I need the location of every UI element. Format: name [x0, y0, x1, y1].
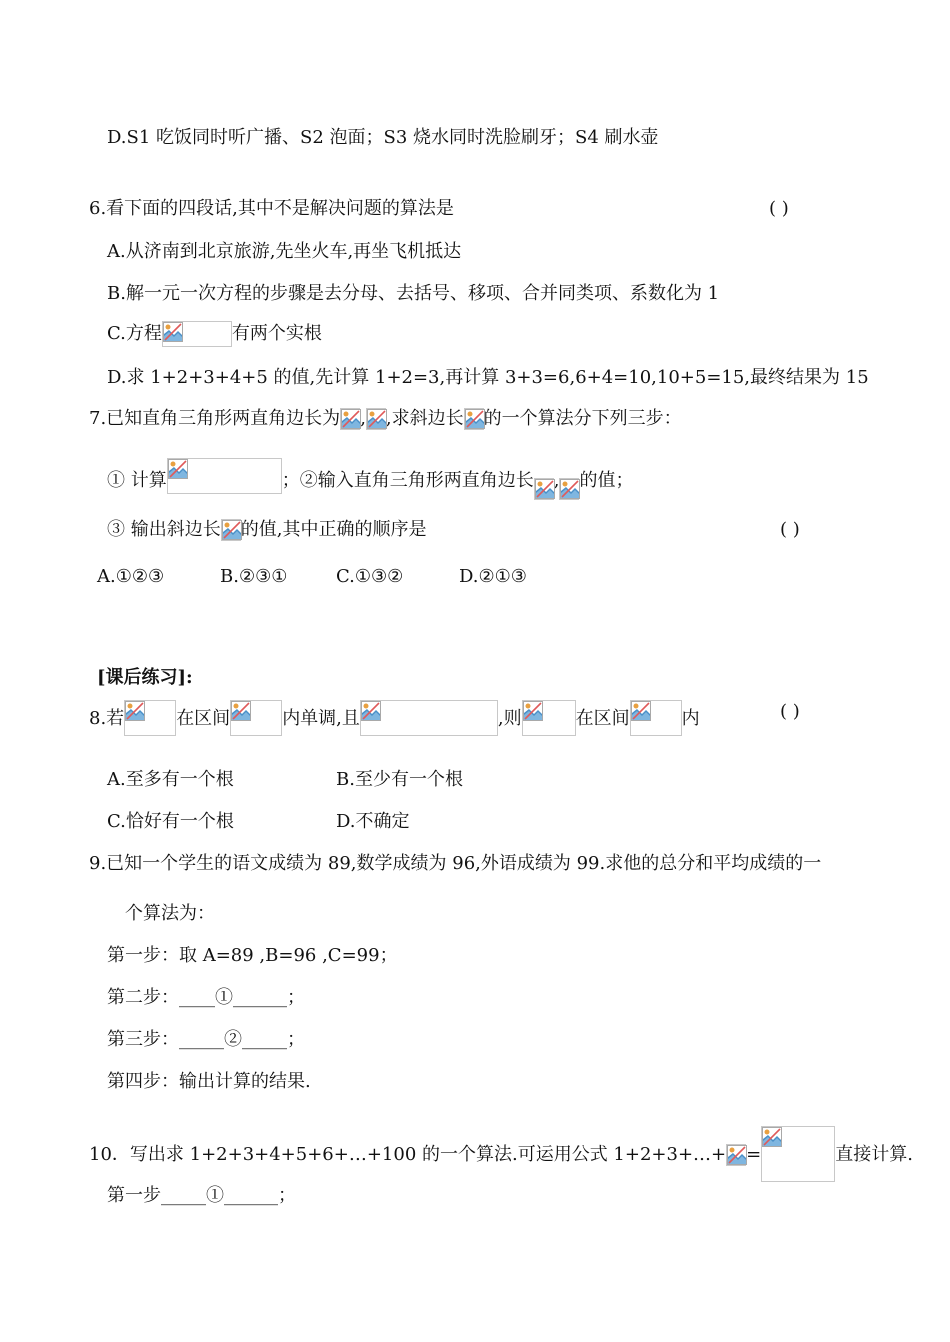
formula-image-interval2 [630, 700, 682, 736]
q7-option-c: C.①③② [336, 566, 404, 587]
q10-stem-suffix: 直接计算. [835, 1144, 913, 1165]
formula-image-c2 [221, 519, 241, 541]
q5-option-d: D.S1 吃饭同时听广播、S2 泡面；S3 烧水同时洗脸刷牙；S4 刷水壶 [107, 127, 659, 148]
formula-image-b [366, 408, 386, 430]
formula-image-interval [230, 700, 282, 736]
q7-stem [89, 407, 682, 431]
q7-option-a: A.①②③ [97, 566, 165, 587]
formula-image-a2 [534, 478, 554, 500]
q6-answer-paren: ( ) [769, 198, 789, 219]
section-title: [课后练习]: [97, 667, 193, 688]
q9-stem: 9.已知一个学生的语文成绩为 89,数学成绩为 96,外语成绩为 99.求他的总分和平均成绩的一 [89, 853, 822, 874]
q7-stem-comma: , [360, 408, 366, 429]
formula-image-c [464, 408, 484, 430]
q7-stem-prefix: 7.已知直角三角形两直角边长为 [89, 408, 341, 429]
formula-image-hypotenuse [167, 458, 282, 494]
q9-step2: 第二步：____①______； [107, 987, 305, 1008]
q9-step4: 第四步：输出计算的结果. [107, 1071, 311, 1092]
q8-option-b: B.至少有一个根 [336, 769, 463, 790]
q9-step3: 第三步：_____②_____； [107, 1029, 305, 1050]
formula-image-a [340, 408, 360, 430]
q10-stem-prefix: 10．写出求 1+2+3+4+5+6+…+100 的一个算法.可运用公式 1+2+3+…+ [89, 1144, 727, 1165]
q10-step1: 第一步_____①______； [107, 1185, 296, 1206]
broken-image-icon [367, 409, 387, 429]
q6-option-c-suffix: 有两个实根 [231, 323, 322, 344]
q6-option-c-prefix: C.方程 [107, 323, 162, 344]
broken-image-icon [727, 1145, 747, 1165]
q6-option-a: A.从济南到北京旅游,先坐火车,再坐飞机抵达 [107, 241, 462, 262]
formula-image-f [124, 700, 176, 736]
q7-step1-suffix: ；②输入直角三角形两直角边长 [281, 470, 534, 491]
q8-option-d: D.不确定 [336, 811, 410, 832]
q8-text-1: 8.若 [89, 708, 125, 729]
broken-image-icon [231, 701, 251, 721]
broken-image-icon [163, 322, 183, 342]
q9-step1: 第一步：取 A=89 ,B=96 ,C=99； [107, 945, 398, 966]
q8-option-a: A.至多有一个根 [107, 769, 234, 790]
broken-image-icon [125, 701, 145, 721]
formula-image-sum [761, 1126, 835, 1182]
broken-image-icon [222, 520, 242, 540]
q7-step3-suffix: 的值,其中正确的顺序是 [240, 519, 427, 540]
broken-image-icon [168, 459, 188, 479]
q7-step1-end: 的值； [579, 470, 634, 491]
q7-stem-mid: ,求斜边长 [385, 408, 464, 429]
broken-image-icon [762, 1127, 782, 1147]
q6-option-d: D.求 1+2+3+4+5 的值,先计算 1+2=3,再计算 3+3=6,6+4=10,10+5=15,最终结果为 15 [107, 367, 869, 388]
q6-option-b: B.解一元一次方程的步骤是去分母、去括号、移项、合并同类项、系数化为 1 [107, 283, 720, 304]
q7-step3-prefix: ③ 输出斜边长 [107, 519, 221, 540]
broken-image-icon [535, 479, 555, 499]
broken-image-icon [361, 701, 381, 721]
q6-option-c [107, 321, 322, 347]
q7-stem-suffix: 的一个算法分下列三步： [483, 408, 682, 429]
formula-image [162, 321, 232, 347]
broken-image-icon [523, 701, 543, 721]
broken-image-icon [465, 409, 485, 429]
q7-step1 [107, 458, 633, 500]
q10-stem-equals: = [746, 1144, 762, 1165]
q8-answer-paren: ( ) [780, 701, 800, 722]
formula-image-f2 [522, 700, 576, 736]
broken-image-icon [631, 701, 651, 721]
q8-option-c: C.恰好有一个根 [107, 811, 234, 832]
formula-image-n [726, 1144, 746, 1166]
q7-step1-prefix: ① 计算 [107, 470, 167, 491]
q6-stem: 6.看下面的四段话,其中不是解决问题的算法是 [89, 198, 454, 219]
q8-text-6: 内 [681, 708, 700, 729]
q7-step1-comma: , [553, 470, 560, 491]
broken-image-icon [341, 409, 361, 429]
formula-image-b2 [559, 478, 579, 500]
q9-stem-continued: 个算法为： [125, 903, 215, 924]
formula-image-condition [360, 700, 498, 736]
q7-option-d: D.②①③ [459, 566, 527, 587]
q10-stem [89, 1126, 913, 1182]
q7-option-b: B.②③① [220, 566, 288, 587]
q8-text-4: ,则 [497, 708, 522, 729]
q7-step3 [107, 518, 426, 542]
q8-text-5: 在区间 [575, 708, 630, 729]
q7-answer-paren: ( ) [780, 519, 800, 540]
q8-stem [89, 700, 700, 736]
q8-text-2: 在区间 [176, 708, 231, 729]
q8-text-3: 内单调,且 [282, 708, 360, 729]
broken-image-icon [560, 479, 580, 499]
